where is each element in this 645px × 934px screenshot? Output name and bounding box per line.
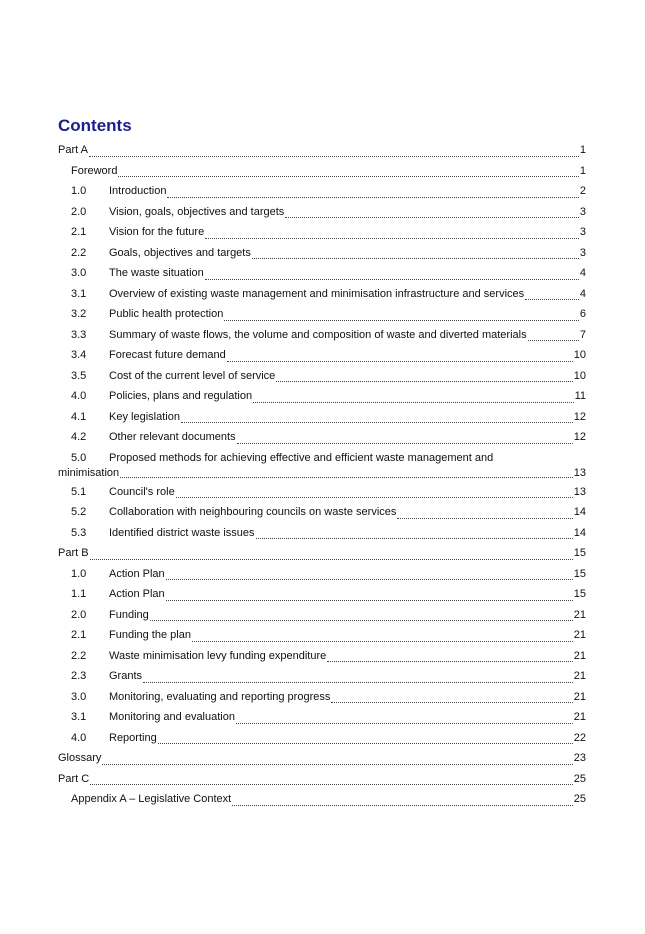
toc-entry[interactable] [58,748,586,769]
toc-page-number: 3 [579,205,586,218]
toc-dot-leader [192,629,573,642]
toc-dot-leader [227,349,573,362]
toc-dot-leader [158,731,573,744]
toc-dot-leader [327,649,572,662]
toc-entry-number: 2.2 [71,246,87,259]
toc-dot-leader [285,205,579,218]
toc-entry-title: Funding the plan [109,629,191,641]
toc-dot-leader [205,226,579,239]
toc-entry[interactable] [58,202,586,223]
toc-dot-leader [102,752,572,765]
toc-dot-leader [167,185,578,198]
toc-entry[interactable] [58,605,586,626]
toc-dot-leader [528,328,579,341]
toc-entry-title: Action Plan [109,567,165,580]
toc-dot-leader [166,588,573,601]
toc-page-number: 3 [579,226,586,238]
toc-page-number: 21 [573,670,586,682]
toc-entry-title: Forecast future demand [109,349,226,361]
toc-dot-leader [232,793,573,806]
toc-dot-leader [205,267,579,280]
toc-page-number: 21 [573,649,586,662]
toc-dot-leader [118,164,578,177]
toc-entry-title: Introduction [109,185,167,197]
toc-entry-title: Other relevant documents [109,431,236,443]
toc-dot-leader [397,506,572,519]
toc-entry-number: 5.0 [71,451,87,464]
toc-entry-title: Policies, plans and regulation [109,390,253,402]
toc-entry-title: Glossary [58,752,102,764]
toc-entry-number: 3.2 [71,308,87,320]
toc-entry-title: Appendix A – Legislative Context [71,793,232,805]
toc-dot-leader [331,690,572,703]
toc-entry[interactable] [58,543,586,564]
toc-page-number: 1 [579,144,586,156]
toc-dot-leader [166,567,573,580]
toc-entry[interactable] [58,502,586,523]
toc-entry[interactable] [58,584,586,605]
toc-entry-number: 1.0 [71,185,87,197]
toc-entry-title: Funding [109,608,149,621]
toc-dot-leader [276,369,572,382]
toc-entry[interactable] [58,407,586,428]
toc-entry-number: 2.0 [71,205,87,218]
toc-dot-leader [176,485,573,498]
toc-page-number: 14 [573,506,586,518]
toc-entry-number: 3.4 [71,349,87,361]
toc-entry-number: 3.3 [71,328,87,341]
toc-dot-leader [252,246,579,259]
toc-entry-title: The waste situation [109,267,204,279]
toc-entry-title: Collaboration with neighbouring councils on waste services [109,506,397,518]
toc-entry-number: 1.1 [71,588,87,600]
toc-entry[interactable] [58,523,586,544]
toc-entry-title: Monitoring and evaluation [109,711,235,723]
toc-page-number: 13 [573,466,586,479]
toc-page-number: 14 [573,526,586,539]
toc-entry[interactable] [58,666,586,687]
toc-entry[interactable] [58,687,586,708]
toc-dot-leader [525,287,579,300]
toc-entry-title: Monitoring, evaluating and reporting progress [109,690,331,703]
toc-entry-title: Council's role [109,485,175,498]
toc-entry[interactable] [58,366,586,387]
toc-dot-leader [143,670,573,683]
toc-dot-leader [120,465,573,478]
toc-dot-leader [181,410,573,423]
toc-entry[interactable] [58,325,586,346]
toc-entry-title: Grants [109,670,143,682]
toc-entry-number: 2.2 [71,649,87,662]
toc-page-number: 21 [573,608,586,621]
toc-dot-leader [256,526,573,539]
toc-entry-title: Public health protection [109,308,224,320]
toc-entry-title: Overview of existing waste management and minimisation infrastructure and services [109,287,525,300]
toc-entry[interactable] [58,284,586,305]
toc-page-number: 4 [579,287,586,300]
toc-entry-title: Vision for the future [109,226,205,238]
toc-dot-leader [90,547,573,560]
toc-entry[interactable] [58,181,586,202]
toc-entry-title: Reporting [109,731,157,744]
toc-page-number: 21 [573,711,586,723]
toc-entry-number: 2.1 [71,226,87,238]
toc-page-number: 6 [579,308,586,320]
toc-entry[interactable] [58,222,586,243]
toc-entry[interactable] [58,263,586,284]
toc-entry[interactable] [58,769,586,790]
toc-entry-number: 4.1 [71,410,87,423]
toc-entry-number: 2.0 [71,608,87,621]
table-of-contents [58,140,586,810]
toc-entry-number: 4.0 [71,390,87,402]
toc-dot-leader [90,772,573,785]
toc-entry-number: 3.0 [71,267,87,279]
toc-entry-number: 3.5 [71,369,87,382]
toc-page-number: 4 [579,267,586,279]
toc-page-number: 10 [573,369,586,382]
toc-entry[interactable] [58,728,586,749]
toc-page-number: 15 [573,588,586,600]
toc-page-number: 23 [573,752,586,764]
toc-entry-title: Vision, goals, objectives and targets [109,205,285,218]
toc-entry-title: Part C [58,772,90,785]
toc-entry[interactable] [58,707,586,728]
toc-entry-number: 5.1 [71,485,87,498]
toc-page-number: 13 [573,485,586,498]
toc-entry-number: 4.2 [71,431,87,443]
toc-entry-title-continued: minimisation [58,466,120,479]
toc-entry-title: Foreword [71,164,118,177]
toc-entry-number: 3.1 [71,287,87,300]
toc-entry-title: Proposed methods for achieving effective and efficient waste management and [109,451,494,464]
toc-entry[interactable] [58,646,586,667]
toc-entry[interactable] [58,243,586,264]
toc-page-number: 1 [579,164,586,177]
toc-entry-title: Goals, objectives and targets [109,246,251,259]
toc-dot-leader [89,144,579,157]
toc-entry-number: 2.1 [71,629,87,641]
toc-entry-number: 5.3 [71,526,87,539]
toc-entry[interactable] [58,304,586,325]
toc-page-number: 25 [573,772,586,785]
toc-entry-title: Waste minimisation levy funding expenditure [109,649,327,662]
toc-entry[interactable] [58,345,586,366]
toc-entry[interactable] [58,625,586,646]
toc-page-number: 15 [573,567,586,580]
toc-entry[interactable] [58,789,586,810]
toc-page-number: 3 [579,246,586,259]
toc-page-number: 11 [574,390,586,402]
toc-entry-number: 1.0 [71,567,87,580]
toc-dot-leader [150,608,573,621]
toc-page-number: 12 [573,410,586,423]
toc-entry[interactable] [58,564,586,585]
toc-page-number: 12 [573,431,586,443]
toc-entry[interactable] [58,161,586,182]
toc-page-number: 22 [573,731,586,744]
toc-entry-title: Part B [58,547,89,559]
toc-entry-number: 2.3 [71,670,87,682]
toc-entry-number: 3.0 [71,690,87,703]
toc-entry[interactable] [58,427,586,448]
toc-entry[interactable] [58,482,586,503]
toc-entry-number: 3.1 [71,711,87,723]
toc-dot-leader [237,431,573,444]
toc-page-number: 15 [573,547,586,559]
toc-page-number: 7 [579,328,586,341]
toc-page-number: 10 [573,349,586,361]
toc-entry-number: 4.0 [71,731,87,744]
toc-page-number: 21 [573,629,586,641]
toc-entry-title: Summary of waste flows, the volume and composition of waste and diverted materials [109,328,527,341]
toc-page-number: 2 [579,185,586,197]
toc-dot-leader [253,390,573,403]
toc-entry-title: Cost of the current level of service [109,369,276,382]
toc-dot-leader [224,308,579,321]
toc-entry-title: Part A [58,144,88,156]
page-title: Contents [58,116,132,135]
toc-entry[interactable] [58,448,586,482]
toc-entry[interactable] [58,386,586,407]
toc-entry-title: Identified district waste issues [109,526,255,539]
toc-page-number: 25 [573,793,586,805]
toc-entry-number: 5.2 [71,506,87,518]
toc-dot-leader [236,711,573,724]
toc-entry-title: Action Plan [109,588,165,600]
toc-entry-title: Key legislation [109,410,180,423]
toc-page-number: 21 [573,690,586,703]
toc-entry[interactable] [58,140,586,161]
